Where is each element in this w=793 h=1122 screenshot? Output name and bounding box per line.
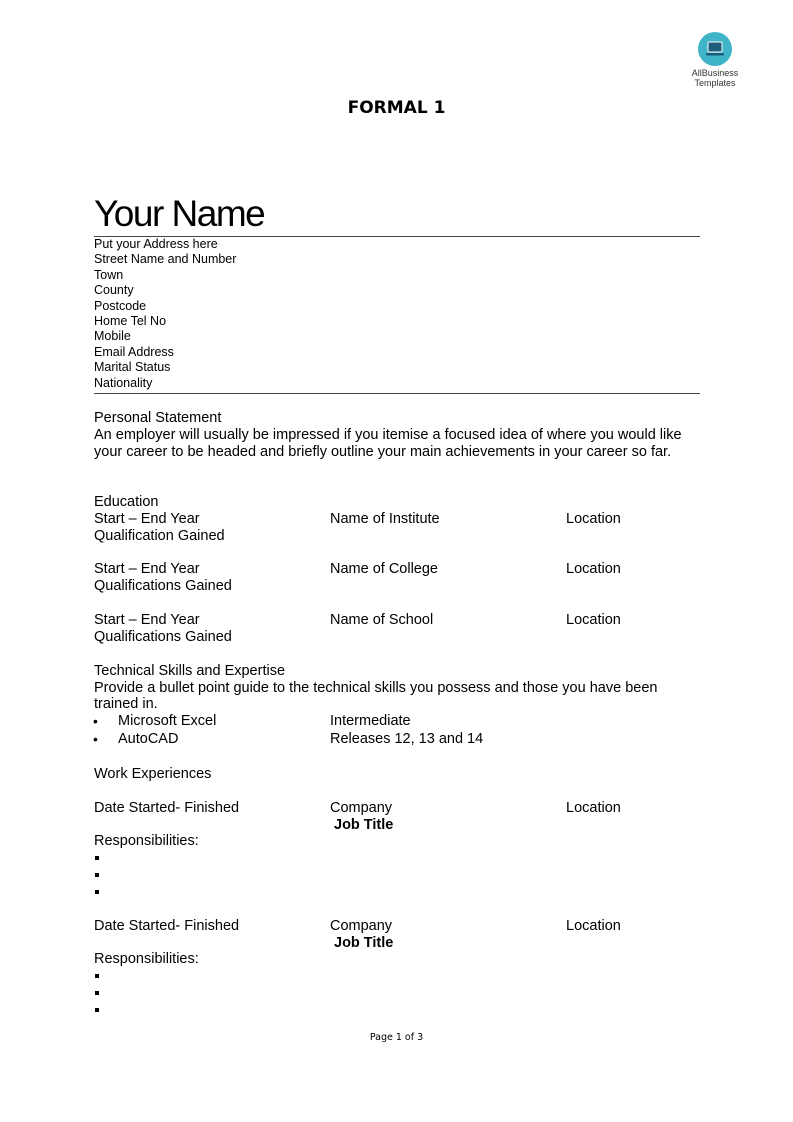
skill-name: AutoCAD xyxy=(118,731,179,747)
work-location: Location xyxy=(566,918,621,934)
address-line: County xyxy=(94,283,134,298)
document-title: FORMAL 1 xyxy=(347,98,446,118)
page-number: Page 1 of 3 xyxy=(369,1032,424,1043)
address-line: Home Tel No xyxy=(94,314,167,329)
address-line: Town xyxy=(94,267,124,282)
education-institute: Name of College xyxy=(330,561,438,577)
work-company: Company xyxy=(330,918,393,934)
logo-line2: Templates xyxy=(694,78,736,88)
address-line: Postcode xyxy=(94,298,147,313)
work-responsibilities: Responsibilities: xyxy=(94,833,199,849)
education-location: Location xyxy=(566,511,621,527)
address-line: Email Address xyxy=(94,344,174,359)
address-line: Nationality xyxy=(94,375,153,390)
bullet-icon: • xyxy=(93,713,98,729)
personal-statement-heading: Personal Statement xyxy=(94,410,222,426)
education-institute: Name of Institute xyxy=(330,511,440,527)
work-location: Location xyxy=(566,800,621,816)
square-bullet-icon xyxy=(95,974,99,978)
address-line: Mobile xyxy=(94,329,131,344)
education-qualification: Qualification Gained xyxy=(94,528,225,544)
laptop-icon xyxy=(698,32,732,66)
bullet-icon: • xyxy=(93,731,98,747)
address-divider xyxy=(94,393,700,394)
personal-statement-text: your career to be headed and briefly outline your main achievements in your career so far. xyxy=(94,444,672,460)
square-bullet-icon xyxy=(95,873,99,877)
work-heading: Work Experiences xyxy=(94,766,212,782)
skills-text: Provide a bullet point guide to the technical skills you possess and those you have been xyxy=(94,680,658,696)
square-bullet-icon xyxy=(95,856,99,860)
education-qualification: Qualifications Gained xyxy=(94,578,232,594)
logo-caption xyxy=(680,68,750,88)
work-job-title: Job Title xyxy=(334,935,394,951)
skill-level: Releases 12, 13 and 14 xyxy=(330,731,484,747)
education-institute: Name of School xyxy=(330,612,434,628)
education-qualification: Qualifications Gained xyxy=(94,629,232,645)
address-line: Marital Status xyxy=(94,360,171,375)
work-dates: Date Started- Finished xyxy=(94,800,240,816)
work-dates: Date Started- Finished xyxy=(94,918,240,934)
square-bullet-icon xyxy=(95,1008,99,1012)
education-heading: Education xyxy=(94,494,159,510)
address-line: Street Name and Number xyxy=(94,252,237,267)
skill-name: Microsoft Excel xyxy=(118,713,217,729)
work-company: Company xyxy=(330,800,393,816)
education-location: Location xyxy=(566,561,621,577)
work-job-title: Job Title xyxy=(334,817,394,833)
education-years: Start – End Year xyxy=(94,511,200,527)
address-block xyxy=(94,237,236,391)
square-bullet-icon xyxy=(95,890,99,894)
skill-level: Intermediate xyxy=(330,713,411,729)
education-years: Start – End Year xyxy=(94,561,200,577)
resume-name: Your Name xyxy=(94,193,265,234)
work-responsibilities: Responsibilities: xyxy=(94,951,199,967)
skills-heading: Technical Skills and Expertise xyxy=(94,663,286,679)
logo-line1: AllBusiness xyxy=(691,68,739,78)
allbusiness-logo xyxy=(693,32,737,66)
education-location: Location xyxy=(566,612,621,628)
personal-statement-text: An employer will usually be impressed if you itemise a focused idea of where you would like xyxy=(94,427,682,443)
address-line: Put your Address here xyxy=(94,237,218,251)
skills-text: trained in. xyxy=(94,696,158,712)
education-years: Start – End Year xyxy=(94,612,200,628)
square-bullet-icon xyxy=(95,991,99,995)
